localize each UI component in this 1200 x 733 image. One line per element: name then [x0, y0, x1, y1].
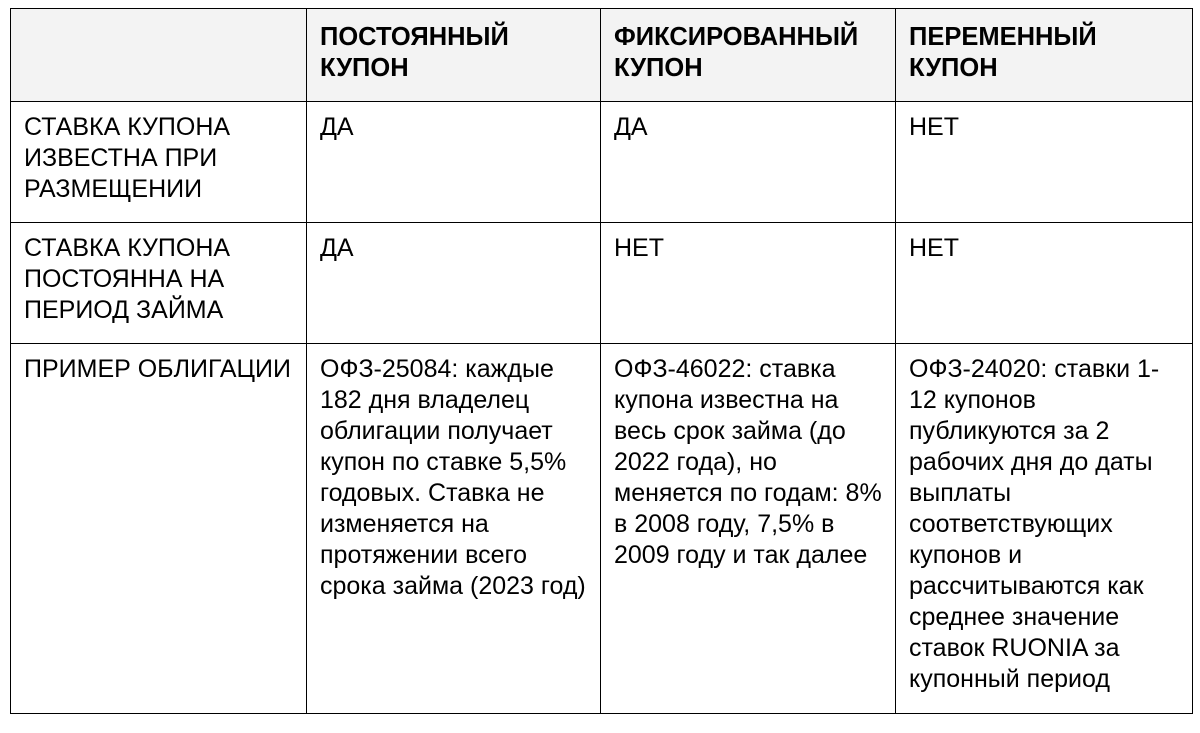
table-row: [11, 102, 1193, 223]
table-cell: НЕТ: [896, 102, 1193, 223]
table-row: [11, 344, 1193, 714]
example-variable-coupon: ОФЗ-24020: ставки 1-12 купонов публикуются за 2 рабочих дня до даты выплаты соответствующих купонов и рассчитываются как среднее значение ставок RUONIA за купонный период: [896, 344, 1193, 714]
header-constant-coupon: ПОСТОЯННЫЙ КУПОН: [307, 9, 601, 102]
table-cell: ДА: [601, 102, 896, 223]
table-cell: НЕТ: [896, 223, 1193, 344]
row-label-rate-known: СТАВКА КУПОНА ИЗВЕСТНА ПРИ РАЗМЕЩЕНИИ: [11, 102, 307, 223]
row-label-bond-example: ПРИМЕР ОБЛИГАЦИИ: [11, 344, 307, 714]
example-constant-coupon: ОФЗ-25084: каждые 182 дня владелец облигации получает купон по ставке 5,5% годовых. Ставка не изменяется на протяжении всего срока займа (2023 год): [307, 344, 601, 714]
table-cell: ДА: [307, 102, 601, 223]
table-cell: НЕТ: [601, 223, 896, 344]
header-fixed-coupon: ФИКСИРОВАННЫЙ КУПОН: [601, 9, 896, 102]
table-cell: ДА: [307, 223, 601, 344]
header-variable-coupon: ПЕРЕМЕННЫЙ КУПОН: [896, 9, 1193, 102]
row-label-rate-constant: СТАВКА КУПОНА ПОСТОЯННА НА ПЕРИОД ЗАЙМА: [11, 223, 307, 344]
header-empty-cell: [11, 9, 307, 102]
table-row: [11, 223, 1193, 344]
coupon-comparison-table: [10, 8, 1193, 714]
header-row: [11, 9, 1193, 102]
example-fixed-coupon: ОФЗ-46022: ставка купона известна на весь срок займа (до 2022 года), но меняется по годам: 8% в 2008 году, 7,5% в 2009 году и так далее: [601, 344, 896, 714]
comparison-table-container: [10, 8, 1193, 714]
